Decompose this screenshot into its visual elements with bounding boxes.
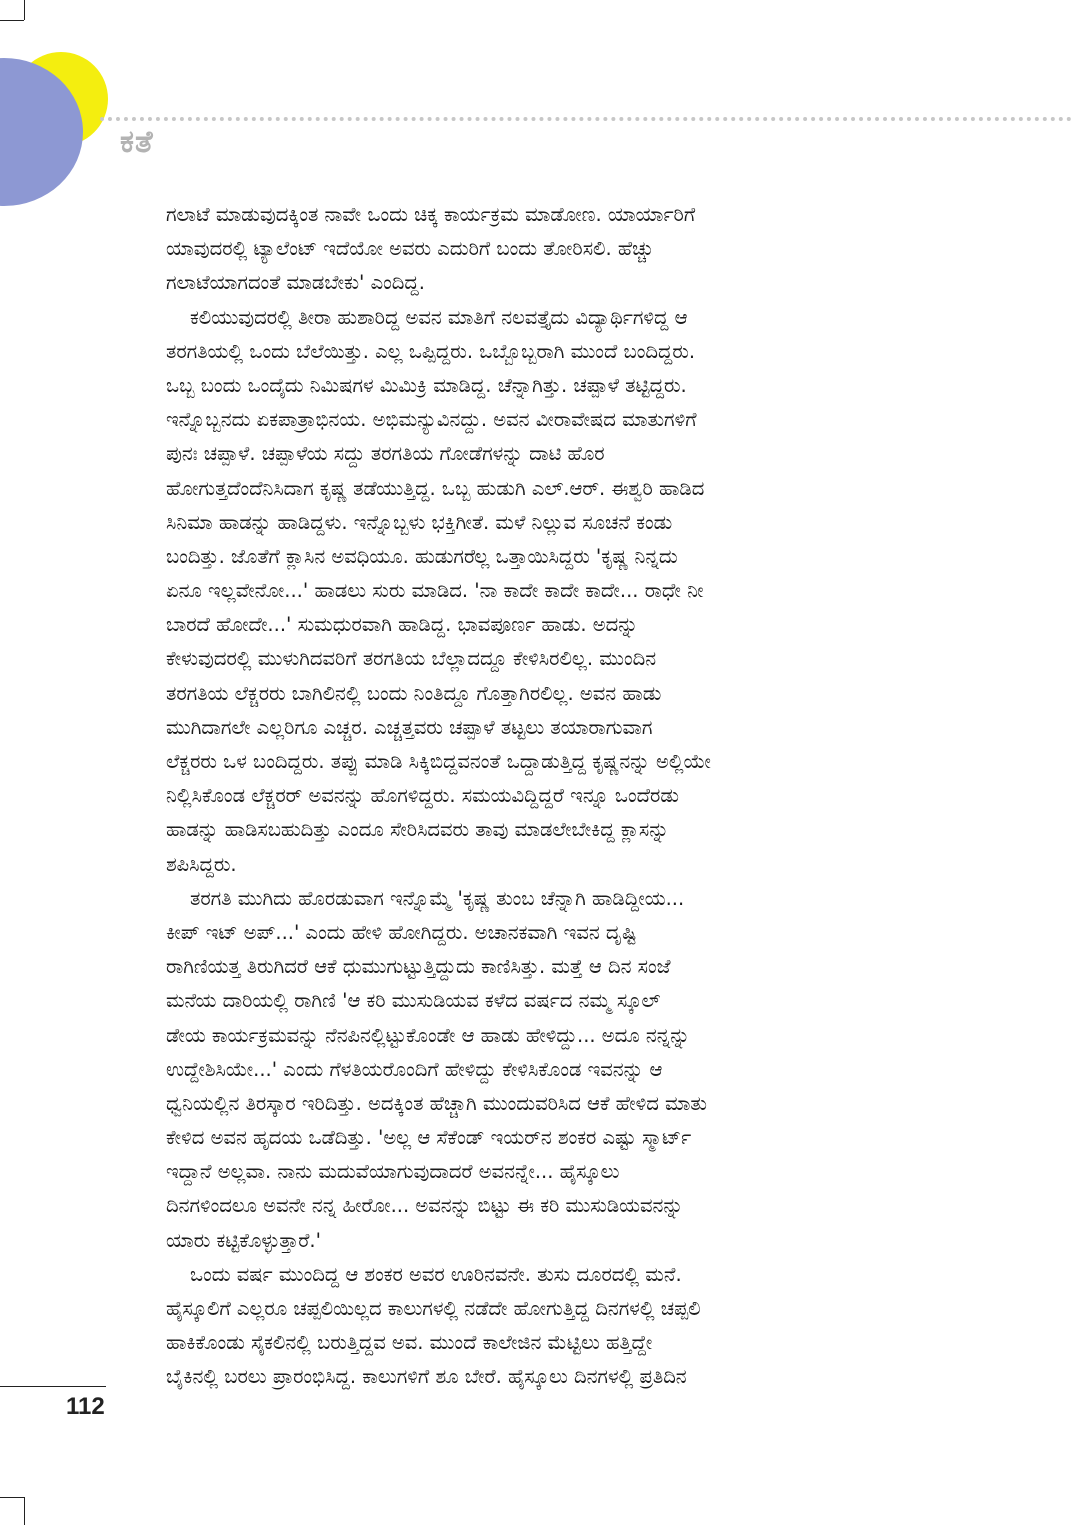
crop-mark xyxy=(0,20,24,21)
text-line: ಕೇಳುವುದರಲ್ಲಿ ಮುಳುಗಿದವರಿಗೆ ತರಗತಿಯ ಬೆಲ್ಲಾದದ್ದೂ ಕೇಳಿಸಿರಲಿಲ್ಲ. ಮುಂದಿನ xyxy=(166,647,657,671)
text-line: ಮುಗಿದಾಗಲೇ ಎಲ್ಲರಿಗೂ ಎಚ್ಚರ. ಎಚ್ಚತ್ತವರು ಚಪ್ಪಾಳೆ ತಟ್ಟಲು ತಯಾರಾಗುವಾಗ xyxy=(166,715,653,739)
text-line: ಕೇಳಿದ ಅವನ ಹೃದಯ ಒಡೆದಿತ್ತು. 'ಅಲ್ಲ ಆ ಸೆಕೆಂಡ್ ಇಯರ್‌ನ ಶಂಕರ ಎಷ್ಟು ಸ್ಮಾರ್ಟ್ xyxy=(166,1126,692,1150)
text-line: ಹೋಗುತ್ತದೆಂದೆನಿಸಿದಾಗ ಕೃಷ್ಣ ತಡೆಯುತ್ತಿದ್ದ. ಒಬ್ಬ ಹುಡುಗಿ ಎಲ್.ಆರ್. ಈಶ್ವರಿ ಹಾಡಿದ xyxy=(166,476,705,500)
text-line: ದಿನಗಳಿಂದಲೂ ಅವನೇ ನನ್ನ ಹೀರೋ... ಅವನನ್ನು ಬಿಟ್ಟು ಈ ಕರಿ ಮುಸುಡಿಯವನನ್ನು xyxy=(166,1194,684,1218)
text-line: ಪುನಃ ಚಪ್ಪಾಳೆ. ಚಪ್ಪಾಳೆಯ ಸದ್ದು ತರಗತಿಯ ಗೋಡೆಗಳನ್ನು ದಾಟಿ ಹೊರ xyxy=(166,442,605,466)
text-line: ಹಾಡನ್ನು ಹಾಡಿಸಬಹುದಿತ್ತು ಎಂದೂ ಸೇರಿಸಿದವರು ತಾವು ಮಾಡಲೇಬೇಕಿದ್ದ ಕ್ಲಾಸನ್ನು xyxy=(166,818,669,842)
text-line: ಹಾಕಿಕೊಂಡು ಸೈಕಲಿನಲ್ಲಿ ಬರುತ್ತಿದ್ದವ ಅವ. ಮುಂದೆ ಕಾಲೇಜಿನ ಮೆಟ್ಟಿಲು ಹತ್ತಿದ್ದೇ xyxy=(166,1331,653,1355)
text-line: ಬೈಕಿನಲ್ಲಿ ಬರಲು ಪ್ರಾರಂಭಿಸಿದ್ದ. ಕಾಲುಗಳಿಗೆ ಶೂ ಬೇರೆ. ಹೈಸ್ಕೂಲು ದಿನಗಳಲ್ಲಿ ಪ್ರತಿದಿನ xyxy=(166,1365,687,1389)
text-line: ರಾಗಿಣಿಯತ್ತ ತಿರುಗಿದರೆ ಆಕೆ ಧುಮುಗುಟ್ಟುತ್ತಿದ್ದುದು ಕಾಣಿಸಿತ್ತು. ಮತ್ತೆ ಆ ದಿನ ಸಂಜೆ xyxy=(166,955,671,979)
text-line: ತರಗತಿಯ ಲೆಕ್ಚರರು ಬಾಗಿಲಿನಲ್ಲಿ ಬಂದು ನಿಂತಿದ್ದೂ ಗೊತ್ತಾಗಿರಲಿಲ್ಲ. ಅವನ ಹಾಡು xyxy=(166,681,662,705)
text-line: ಒಂದು ವರ್ಷ ಮುಂದಿದ್ದ ಆ ಶಂಕರ ಅವರ ಊರಿನವನೇ. ತುಸು ದೂರದಲ್ಲಿ ಮನೆ. xyxy=(190,1262,682,1286)
text-line: ನಿಲ್ಲಿಸಿಕೊಂಡ ಲೆಕ್ಚರರ್ ಅವನನ್ನು ಹೊಗಳಿದ್ದರು. ಸಮಯವಿದ್ದಿದ್ದರೆ ಇನ್ನೂ ಒಂದೆರಡು xyxy=(166,784,679,808)
text-line: ಹೈಸ್ಕೂಲಿಗೆ ಎಲ್ಲರೂ ಚಪ್ಪಲಿಯಿಲ್ಲದ ಕಾಲುಗಳಲ್ಲಿ ನಡೆದೇ ಹೋಗುತ್ತಿದ್ದ ದಿನಗಳಲ್ಲಿ ಚಪ್ಪಲಿ xyxy=(166,1297,701,1320)
text-line: ಯಾವುದರಲ್ಲಿ ಟ್ಯಾಲೆಂಟ್ ಇದೆಯೋ ಅವರು ಎದುರಿಗೆ ಬಂದು ತೋರಿಸಲಿ. ಹೆಚ್ಚು xyxy=(166,237,654,261)
text-line: ಕಲಿಯುವುದರಲ್ಲಿ ತೀರಾ ಹುಶಾರಿದ್ದ ಅವನ ಮಾತಿಗೆ ನಲವತ್ತೈದು ವಿದ್ಯಾರ್ಥಿಗಳಿದ್ದ ಆ xyxy=(190,305,688,329)
text-line: ತರಗತಿ ಮುಗಿದು ಹೊರಡುವಾಗ ಇನ್ನೊಮ್ಮೆ 'ಕೃಷ್ಣ ತುಂಬ ಚೆನ್ನಾಗಿ ಹಾಡಿದ್ದೀಯ... xyxy=(190,886,685,910)
text-line: ಸಿನಿಮಾ ಹಾಡನ್ನು ಹಾಡಿದ್ದಳು. ಇನ್ನೊಬ್ಬಳು ಭಕ್ತಿಗೀತೆ. ಮಳೆ ನಿಲ್ಲುವ ಸೂಚನೆ ಕಂಡು xyxy=(166,510,673,534)
text-line: ಯಾರು ಕಟ್ಟಿಕೊಳ್ಳುತ್ತಾರೆ.' xyxy=(166,1228,321,1252)
text-line: ಕೀಪ್ ಇಟ್ ಅಪ್...' ಎಂದು ಹೇಳಿ ಹೋಗಿದ್ದರು. ಅಚಾನಕವಾಗಿ ಇವನ ದೃಷ್ಟಿ xyxy=(166,920,637,944)
section-label: ಕತೆ xyxy=(120,124,154,160)
text-line: ಶಪಿಸಿದ್ದರು. xyxy=(166,852,237,876)
page-number: 112 xyxy=(66,1393,105,1420)
text-line: ಉದ್ದೇಶಿಸಿಯೇ...' ಎಂದು ಗೆಳತಿಯರೊಂದಿಗೆ ಹೇಳಿದ್ದು ಕೇಳಿಸಿಕೊಂಡ ಇವನನ್ನು ಆ xyxy=(166,1057,663,1081)
crop-mark xyxy=(24,1497,25,1525)
text-line: ಡೇಯ ಕಾರ್ಯಕ್ರಮವನ್ನು ನೆನಪಿನಲ್ಲಿಟ್ಟುಕೊಂಡೇ ಆ ಹಾಡು ಹೇಳಿದ್ದು... ಅದೂ ನನ್ನನ್ನು xyxy=(166,1023,690,1047)
text-line: ಬಂದಿತ್ತು. ಜೊತೆಗೆ ಕ್ಲಾಸಿನ ಅವಧಿಯೂ. ಹುಡುಗರೆಲ್ಲ ಒತ್ತಾಯಿಸಿದ್ದರು 'ಕೃಷ್ಣ ನಿನ್ನದು xyxy=(166,544,678,568)
header-dotted-rule xyxy=(100,117,1072,121)
text-line: ಗಲಾಟೆಯಾಗದಂತೆ ಮಾಡಬೇಕು' ಎಂದಿದ್ದ. xyxy=(166,271,425,295)
text-line: ಇನ್ನೊಬ್ಬನದು ಏಕಪಾತ್ರಾಭಿನಯ. ಅಭಿಮನ್ಯುವಿನದ್ದು. ಅವನ ವೀರಾವೇಷದ ಮಾತುಗಳಿಗೆ xyxy=(166,408,697,432)
story-body xyxy=(166,198,911,1395)
text-line: ಧ್ವನಿಯಲ್ಲಿನ ತಿರಸ್ಕಾರ ಇರಿದಿತ್ತು. ಅದಕ್ಕಿಂತ ಹೆಚ್ಚಾಗಿ ಮುಂದುವರಿಸಿದ ಆಕೆ ಹೇಳಿದ ಮಾತು xyxy=(166,1091,707,1115)
crop-mark xyxy=(0,1497,24,1498)
text-line: ತರಗತಿಯಲ್ಲಿ ಒಂದು ಬೆಲೆಯಿತ್ತು. ಎಲ್ಲ ಒಪ್ಪಿದ್ದರು. ಒಬ್ಬೊಬ್ಬರಾಗಿ ಮುಂದೆ ಬಂದಿದ್ದರು. xyxy=(166,339,696,363)
text-line: ಏನೂ ಇಲ್ಲವೇನೋ...' ಹಾಡಲು ಸುರು ಮಾಡಿದ. 'ನಾ ಕಾದೇ ಕಾದೇ ಕಾದೇ... ರಾಧೇ ನೀ xyxy=(166,579,704,603)
text-line: ಮನೆಯ ದಾರಿಯಲ್ಲಿ ರಾಗಿಣಿ 'ಆ ಕರಿ ಮುಸುಡಿಯವ ಕಳೆದ ವರ್ಷದ ನಮ್ಮ ಸ್ಕೂಲ್ xyxy=(166,989,661,1013)
text-line: ಲೆಕ್ಚರರು ಒಳ ಬಂದಿದ್ದರು. ತಪ್ಪು ಮಾಡಿ ಸಿಕ್ಕಿಬಿದ್ದವನಂತೆ ಒದ್ದಾಡುತ್ತಿದ್ದ ಕೃಷ್ಣನನ್ನು ಅಲ್ಲಿಯೇ xyxy=(166,750,711,773)
crop-mark xyxy=(24,0,25,20)
text-line: ಇದ್ದಾನೆ ಅಲ್ಲವಾ. ನಾನು ಮದುವೆಯಾಗುವುದಾದರೆ ಅವನನ್ನೇ... ಹೈಸ್ಕೂಲು xyxy=(166,1160,620,1184)
text-line: ಗಲಾಟೆ ಮಾಡುವುದಕ್ಕಿಂತ ನಾವೇ ಒಂದು ಚಿಕ್ಕ ಕಾರ್ಯಕ್ರಮ ಮಾಡೋಣ. ಯಾರ್ಯಾರಿಗೆ xyxy=(166,203,696,226)
folio-rule xyxy=(0,1386,106,1387)
text-line: ಒಬ್ಬ ಬಂದು ಒಂದೈದು ನಿಮಿಷಗಳ ಮಿಮಿಕ್ರಿ ಮಾಡಿದ್ದ. ಚೆನ್ನಾಗಿತ್ತು. ಚಪ್ಪಾಳೆ ತಟ್ಟಿದ್ದರು. xyxy=(166,373,687,397)
text-line: ಬಾರದೆ ಹೋದೇ...' ಸುಮಧುರವಾಗಿ ಹಾಡಿದ್ದ. ಭಾವಪೂರ್ಣ ಹಾಡು. ಅದನ್ನು xyxy=(166,613,638,637)
